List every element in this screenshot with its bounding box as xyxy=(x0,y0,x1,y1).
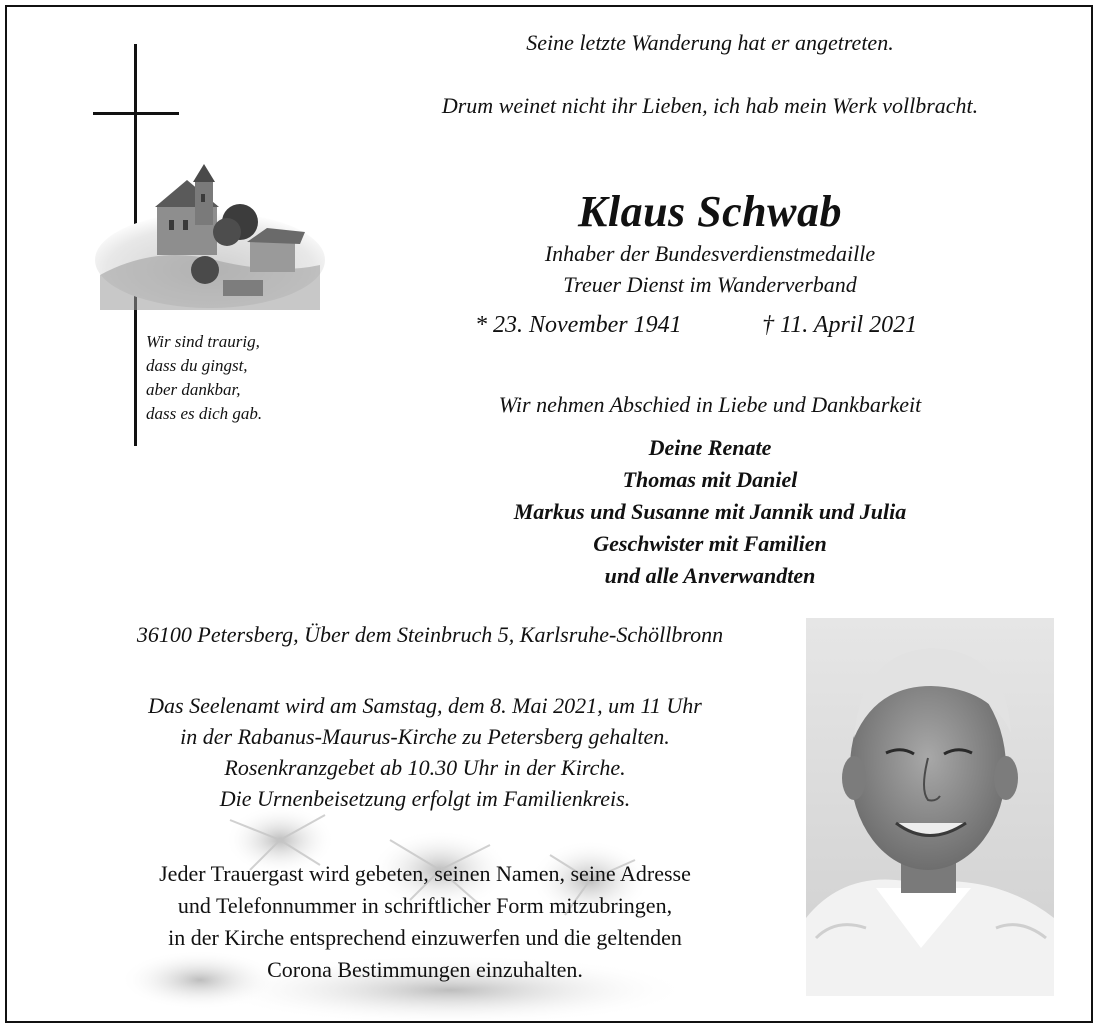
family-member: Markus und Susanne mit Jannik und Julia xyxy=(513,499,907,524)
honor-line-2: Treuer Dienst im Wanderverband xyxy=(563,272,857,297)
service-line: Die Urnenbeisetzung erfolgt im Familienkreis. xyxy=(219,786,631,811)
cross-horizontal-bar xyxy=(93,112,179,115)
motto-line-1: Seine letzte Wanderung hat er angetreten. xyxy=(526,30,894,55)
poem xyxy=(146,330,262,426)
family-member: Thomas mit Daniel xyxy=(622,467,798,492)
family-member: Geschwister mit Familien xyxy=(593,531,827,556)
notice-line: in der Kirche entsprechend einzuwerfen und die geltenden xyxy=(168,925,682,950)
motto-line-2: Drum weinet nicht ihr Lieben, ich hab mein Werk vollbracht. xyxy=(441,93,979,118)
poem-line: Wir sind traurig, xyxy=(146,332,260,351)
church-illustration xyxy=(95,150,325,310)
deceased-name: Klaus Schwab xyxy=(578,187,842,236)
notice-line: und Telefonnummer in schriftlicher Form mitzubringen, xyxy=(177,893,673,918)
service-line: in der Rabanus-Maurus-Kirche zu Petersberg gehalten. xyxy=(180,724,670,749)
service-line: Das Seelenamt wird am Samstag, dem 8. Mai 2021, um 11 Uhr xyxy=(148,693,702,718)
guest-notice xyxy=(40,858,810,986)
poem-line: dass du gingst, xyxy=(146,356,248,375)
poem-line: aber dankbar, xyxy=(146,380,241,399)
address: 36100 Petersberg, Über dem Steinbruch 5, Karlsruhe-Schöllbronn xyxy=(136,622,724,647)
family-member: und alle Anverwandten xyxy=(604,563,816,588)
family-list xyxy=(360,432,1060,592)
poem-line: dass es dich gab. xyxy=(146,404,263,423)
service-line: Rosenkranzgebet ab 10.30 Uhr in der Kirche. xyxy=(224,755,626,780)
farewell-text: Wir nehmen Abschied in Liebe und Dankbarkeit xyxy=(498,392,922,417)
birth-date: * 23. November 1941 xyxy=(475,312,682,338)
service-info xyxy=(40,690,810,814)
notice-line: Corona Bestimmungen einzuhalten. xyxy=(267,957,583,982)
notice-line: Jeder Trauergast wird gebeten, seinen Namen, seine Adresse xyxy=(159,861,691,886)
honor-line-1: Inhaber der Bundesverdienstmedaille xyxy=(544,241,876,266)
family-member: Deine Renate xyxy=(648,435,772,460)
portrait-photo xyxy=(806,618,1054,996)
death-date: † 11. April 2021 xyxy=(762,312,918,338)
